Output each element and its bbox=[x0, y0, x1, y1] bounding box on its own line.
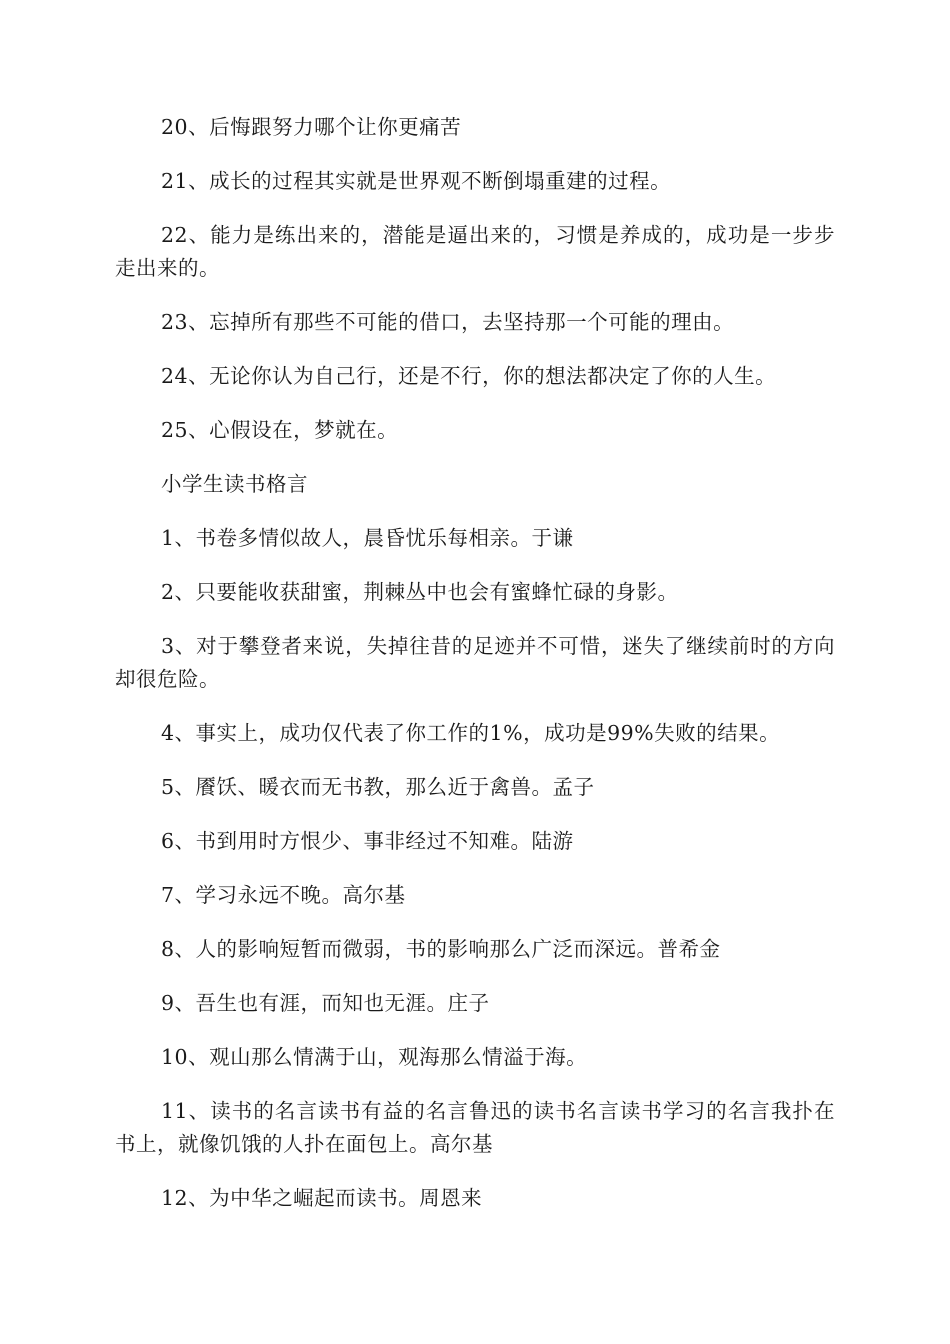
quote-paragraph: 10、观山那么情满于山，观海那么情溢于海。 bbox=[161, 1045, 588, 1069]
quote-paragraph: 20、后悔跟努力哪个让你更痛苦 bbox=[161, 115, 462, 139]
quote-paragraph: 21、成长的过程其实就是世界观不断倒塌重建的过程。 bbox=[161, 169, 672, 193]
quote-paragraph: 4、事实上，成功仅代表了你工作的1%，成功是99%失败的结果。 bbox=[161, 721, 781, 745]
quote-paragraph: 12、为中华之崛起而读书。周恩来 bbox=[161, 1186, 483, 1210]
quote-paragraph: 7、学习永远不晚。高尔基 bbox=[161, 883, 406, 907]
quote-paragraph: 9、吾生也有涯，而知也无涯。庄子 bbox=[161, 991, 490, 1015]
quote-paragraph: 5、餍饫、暖衣而无书教，那么近于禽兽。孟子 bbox=[161, 775, 595, 799]
quote-paragraph: 11、读书的名言读书有益的名言鲁迅的读书名言读书学习的名言我扑在书上，就像饥饿的人扑在面包上。高尔基 bbox=[115, 1099, 835, 1156]
quote-paragraph: 23、忘掉所有那些不可能的借口，去坚持那一个可能的理由。 bbox=[161, 310, 735, 334]
quote-paragraph: 24、无论你认为自己行，还是不行，你的想法都决定了你的人生。 bbox=[161, 364, 777, 388]
section-heading: 小学生读书格言 bbox=[161, 472, 308, 496]
document-body bbox=[115, 111, 835, 1236]
quote-paragraph: 6、书到用时方恨少、事非经过不知难。陆游 bbox=[161, 829, 574, 853]
quote-paragraph: 8、人的影响短暂而微弱，书的影响那么广泛而深远。普希金 bbox=[161, 937, 721, 961]
quote-paragraph: 1、书卷多情似故人，晨昏忧乐每相亲。于谦 bbox=[161, 526, 574, 550]
quote-paragraph: 25、心假设在，梦就在。 bbox=[161, 418, 399, 442]
quote-paragraph: 3、对于攀登者来说，失掉往昔的足迹并不可惜，迷失了继续前时的方向却很危险。 bbox=[115, 634, 835, 691]
quote-paragraph: 2、只要能收获甜蜜，荆棘丛中也会有蜜蜂忙碌的身影。 bbox=[161, 580, 679, 604]
quote-paragraph: 22、能力是练出来的，潜能是逼出来的，习惯是养成的，成功是一步步走出来的。 bbox=[115, 223, 835, 280]
